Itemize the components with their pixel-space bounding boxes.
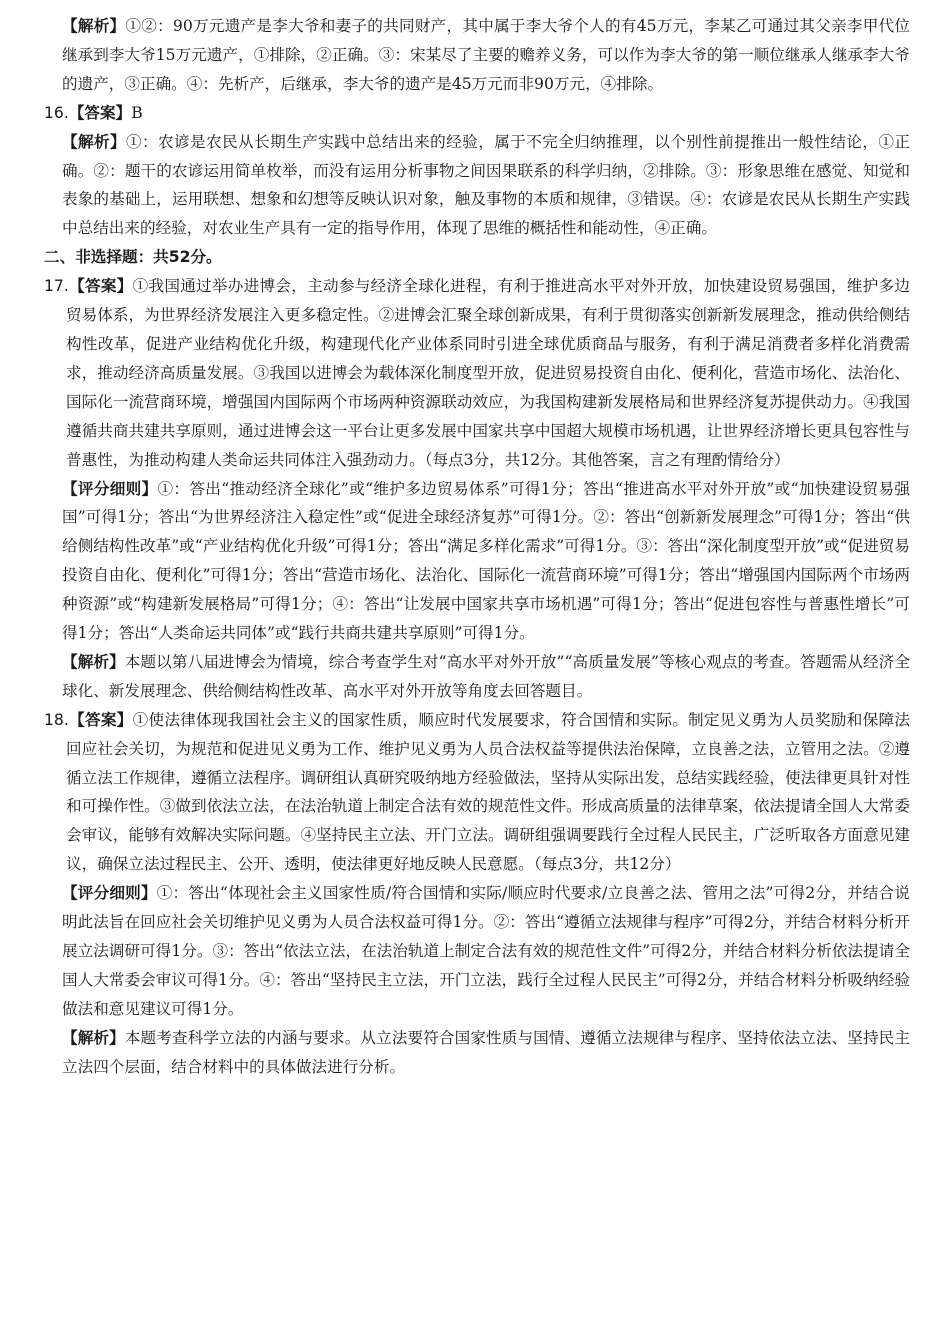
analysis-text: ①②：90万元遗产是李大爷和妻子的共同财产，其中属于李大爷个人的有45万元，李某乙可通过其父亲李甲代位继承到李大爷15万元遗产，①排除，②正确。③：宋某尽了主要的赡养义务，可以作为李大爷的第一顺位继承人继承李大爷的遗产，③正确。④：先析产，后继承，李大爷的遗产是45万元而非90万元，④排除。 xyxy=(62,17,910,93)
scoring-q18 xyxy=(44,879,910,1024)
answer-text: ①使法律体现我国社会主义的国家性质，顺应时代发展要求，符合国情和实际。制定见义勇为人员奖励和保障法回应社会关切，为规范和促进见义勇为工作、维护见义勇为人员合法权益等提供法治保障，立良善之法，立管用之法。②遵循立法工作规律，遵循立法程序。调研组认真研究吸纳地方经验做法，坚持从实际出发，总结实践经验，使法律更具针对性和可操作性。③做到依法立法，在法治轨道上制定合法有效的规范性文件。形成高质量的法律草案，依法提请全国人大常委会审议，能够有效解决实际问题。④坚持民主立法、开门立法。调研组强调要践行全过程人民民主，广泛听取各方面意见建议，确保立法过程民主、公开、透明，使法律更好地反映人民意愿。（每点3分，共12分） xyxy=(66,710,910,874)
analysis-q15 xyxy=(44,12,910,99)
analysis-q17 xyxy=(44,648,910,706)
answer-text: B xyxy=(131,103,143,122)
analysis-tag: 【解析】 xyxy=(62,132,127,151)
answer-q16 xyxy=(44,99,910,128)
question-number: 18. xyxy=(44,710,69,729)
answer-tag: 【答案】 xyxy=(68,710,133,729)
answer-q18 xyxy=(44,706,910,879)
scoring-tag: 【评分细则】 xyxy=(62,884,157,903)
scoring-q17 xyxy=(44,475,910,648)
analysis-tag: 【解析】 xyxy=(62,17,126,35)
answer-tag: 【答案】 xyxy=(68,277,133,296)
analysis-text: 本题以第八届进博会为情境，综合考查学生对“高水平对外开放”“高质量发展”等核心观点的考查。答题需从经济全球化、新发展理念、供给侧结构性改革、高水平对外开放等角度去回答题目。 xyxy=(62,652,910,700)
answer-tag: 【答案】 xyxy=(68,103,132,122)
analysis-tag: 【解析】 xyxy=(62,1028,125,1047)
question-number: 16. xyxy=(44,103,69,122)
answer-text: ①我国通过举办进博会，主动参与经济全球化进程，有利于推进高水平对外开放，加快建设贸易强国，维护多边贸易体系，为世界经济发展注入更多稳定性。②进博会汇聚全球创新成果，有利于贯彻落实创新新发展理念，推动供给侧结构性改革，促进产业结构优化升级，构建现代化产业体系同时引进全球优质商品与服务，有利于满足消费者多样化消费需求，推动经济高质量发展。③我国以进博会为载体深化制度型开放，促进贸易投资自由化、便利化，营造市场化、法治化、国际化一流营商环境，增强国内国际两个市场两种资源联动效应，为我国构建新发展格局和世界经济复苏提供动力。④我国遵循共商共建共享原则，通过进博会这一平台让更多发展中国家共享中国超大规模市场机遇，让世界经济增长更具包容性与普惠性，为推动构建人类命运共同体注入强劲动力。（每点3分，共12分。其他答案，言之有理酌情给分） xyxy=(66,277,910,469)
scoring-tag: 【评分细则】 xyxy=(62,479,158,498)
scoring-text: ①：答出“推动经济全球化”或“维护多边贸易体系”可得1分；答出“推进高水平对外开放”或“加快建设贸易强国”可得1分；答出“为世界经济注入稳定性”或“促进全球经济复苏”可得1分。②：答出“创新新发展理念”可得1分；答出“供给侧结构性改革”或“产业结构优化升级”可得1分；答出“满足多样化需求”可得1分。③：答出“深化制度型开放”或“促进贸易投资自由化、便利化”可得1分；答出“营造市场化、法治化、国际化一流营商环境”可得1分；答出“增强国内国际两个市场两种资源”或“构建新发展格局”可得1分；④：答出“让发展中国家共享市场机遇”可得1分；答出“促进包容性与普惠性增长”可得1分；答出“人类命运共同体”或“践行共商共建共享原则”可得1分。 xyxy=(62,479,910,643)
answer-q17 xyxy=(44,272,910,474)
question-number: 17. xyxy=(44,277,69,296)
analysis-text: 本题考查科学立法的内涵与要求。从立法要符合国家性质与国情、遵循立法规律与程序、坚持依法立法、坚持民主立法四个层面，结合材料中的具体做法进行分析。 xyxy=(62,1028,910,1076)
analysis-q16 xyxy=(44,128,910,244)
scoring-text: ①：答出“体现社会主义国家性质/符合国情和实际/顺应时代要求/立良善之法、管用之法”可得2分，并结合说明此法旨在回应社会关切维护见义勇为人员合法权益可得1分。②：答出“遵循立法规律与程序”可得2分，并结合材料分析开展立法调研可得1分。③：答出“依法立法，在法治轨道上制定合法有效的规范性文件”可得2分，并结合材料分析依法提请全国人大常委会审议可得1分。④：答出“坚持民主立法，开门立法，践行全过程人民民主”可得2分，并结合材料分析吸纳经验做法和意见建议可得1分。 xyxy=(62,884,910,1018)
section-heading xyxy=(44,243,910,272)
analysis-q18 xyxy=(44,1024,910,1082)
analysis-tag: 【解析】 xyxy=(62,652,125,671)
analysis-text: ①：农谚是农民从长期生产实践中总结出来的经验，属于不完全归纳推理，以个别性前提推出一般性结论，①正确。②：题干的农谚运用简单枚举，而没有运用分析事物之间因果联系的科学归纳，②排除。③：形象思维在感觉、知觉和表象的基础上，运用联想、想象和幻想等反映认识对象，触及事物的本质和规律，③错误。④：农谚是农民从长期生产实践中总结出来的经验，对农业生产具有一定的指导作用，体现了思维的概括性和能动性，④正确。 xyxy=(62,132,910,238)
section-heading-text: 二、非选择题：共52分。 xyxy=(44,248,222,267)
